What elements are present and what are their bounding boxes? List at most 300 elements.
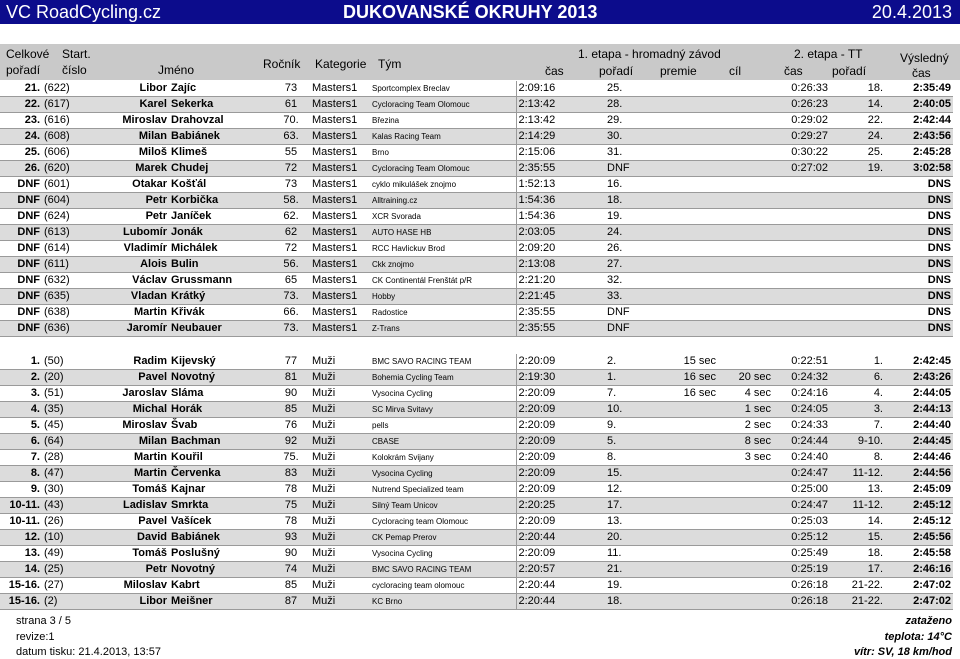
- cell-stage1-place: 9.: [605, 418, 660, 434]
- cell-start-no: (638): [42, 305, 96, 321]
- cell-start-no: (2): [42, 594, 96, 610]
- cell-team: cyklo mikulášek znojmo: [370, 177, 516, 193]
- cell-year: 92: [272, 434, 310, 450]
- cell-stage2-place: 8.: [830, 450, 885, 466]
- table-row: [0, 177, 953, 193]
- cell-year: 62.: [272, 209, 310, 225]
- cell-total-time: 2:45:09: [885, 482, 953, 498]
- cell-team: Sportcomplex Breclav: [370, 81, 516, 97]
- cell-surname: Švab: [169, 418, 272, 434]
- cell-firstname: Miroslav: [96, 113, 169, 129]
- cell-total-time: DNS: [885, 257, 953, 273]
- cell-finish-bonus: [718, 97, 773, 113]
- cell-year: 93: [272, 530, 310, 546]
- cell-start-no: (45): [42, 418, 96, 434]
- cell-surname: Meišner: [169, 594, 272, 610]
- cell-category: Muži: [310, 466, 370, 482]
- cell-surname: Křivák: [169, 305, 272, 321]
- cell-category: Masters1: [310, 241, 370, 257]
- cell-total-time: DNS: [885, 241, 953, 257]
- cell-stage1-time: 2:20:44: [516, 530, 605, 546]
- cell-finish-bonus: [718, 225, 773, 241]
- cell-place: DNF: [0, 225, 42, 241]
- cell-stage1-time: 2:21:45: [516, 289, 605, 305]
- cell-premium: [660, 257, 718, 273]
- cell-start-no: (47): [42, 466, 96, 482]
- cell-start-no: (616): [42, 113, 96, 129]
- column-header: [0, 44, 960, 80]
- cell-stage1-time: 2:20:09: [516, 354, 605, 370]
- cell-premium: [660, 177, 718, 193]
- col-tym: Tým: [378, 57, 402, 71]
- col-cil: cíl: [729, 64, 741, 78]
- table-row: [0, 594, 953, 610]
- cell-start-no: (604): [42, 193, 96, 209]
- event-date: 20.4.2013: [871, 2, 952, 22]
- cell-team: Vysocina Cycling: [370, 466, 516, 482]
- cell-surname: Janíček: [169, 209, 272, 225]
- cell-total-time: DNS: [885, 321, 953, 337]
- cell-stage1-time: 1:52:13: [516, 177, 605, 193]
- cell-stage2-place: [830, 225, 885, 241]
- cell-premium: [660, 498, 718, 514]
- cell-start-no: (27): [42, 578, 96, 594]
- col-premie: premie: [660, 64, 697, 78]
- cell-year: 55: [272, 145, 310, 161]
- cell-stage1-place: 16.: [605, 177, 660, 193]
- cell-team: Vysocina Cycling: [370, 546, 516, 562]
- gap-cell: [0, 337, 953, 355]
- cell-premium: [660, 289, 718, 305]
- cell-surname: Drahovzal: [169, 113, 272, 129]
- cell-stage2-time: 0:25:49: [773, 546, 830, 562]
- cell-year: 76: [272, 418, 310, 434]
- cell-total-time: 2:35:49: [885, 81, 953, 97]
- cell-year: 66.: [272, 305, 310, 321]
- cell-stage2-time: [773, 241, 830, 257]
- cell-stage2-place: 17.: [830, 562, 885, 578]
- cell-premium: [660, 402, 718, 418]
- col-rocnik: Ročník: [263, 57, 301, 71]
- cell-firstname: Miloš: [96, 145, 169, 161]
- cell-stage2-place: [830, 177, 885, 193]
- cell-stage1-place: 30.: [605, 129, 660, 145]
- cell-surname: Červenka: [169, 466, 272, 482]
- cell-total-time: DNS: [885, 177, 953, 193]
- cell-stage1-place: 10.: [605, 402, 660, 418]
- cell-stage2-time: 0:24:44: [773, 434, 830, 450]
- cell-stage1-time: 2:03:05: [516, 225, 605, 241]
- cell-stage2-time: [773, 305, 830, 321]
- cell-stage2-time: 0:30:22: [773, 145, 830, 161]
- cell-stage1-place: 27.: [605, 257, 660, 273]
- cell-premium: [660, 546, 718, 562]
- table-row: [0, 113, 953, 129]
- cell-stage1-place: 1.: [605, 370, 660, 386]
- event-title: DUKOVANSKÉ OKRUHY 2013: [343, 2, 598, 22]
- table-row: [0, 530, 953, 546]
- cell-place: 22.: [0, 97, 42, 113]
- cell-place: 21.: [0, 81, 42, 97]
- cell-category: Masters1: [310, 273, 370, 289]
- cell-team: Radostice: [370, 305, 516, 321]
- cell-firstname: Alois: [96, 257, 169, 273]
- cell-firstname: Lubomír: [96, 225, 169, 241]
- cell-total-time: 2:45:12: [885, 514, 953, 530]
- cell-total-time: 2:44:46: [885, 450, 953, 466]
- cell-stage1-time: 2:20:09: [516, 482, 605, 498]
- cell-firstname: Milan: [96, 129, 169, 145]
- cell-stage2-place: 21-22.: [830, 578, 885, 594]
- cell-total-time: 2:45:12: [885, 498, 953, 514]
- cell-category: Muži: [310, 594, 370, 610]
- cell-category: Masters1: [310, 321, 370, 337]
- cell-stage2-place: 18.: [830, 81, 885, 97]
- cell-premium: [660, 450, 718, 466]
- table-row: [0, 257, 953, 273]
- cell-start-no: (25): [42, 562, 96, 578]
- cell-category: Muži: [310, 434, 370, 450]
- cell-year: 73.: [272, 289, 310, 305]
- cell-stage1-time: 1:54:36: [516, 209, 605, 225]
- cell-finish-bonus: [718, 257, 773, 273]
- cell-category: Masters1: [310, 289, 370, 305]
- cell-year: 87: [272, 594, 310, 610]
- cell-place: DNF: [0, 305, 42, 321]
- cell-place: 10-11.: [0, 498, 42, 514]
- cell-total-time: 2:45:58: [885, 546, 953, 562]
- col-celkove: Celkové: [6, 47, 50, 61]
- cell-firstname: Martin: [96, 466, 169, 482]
- cell-stage1-place: 29.: [605, 113, 660, 129]
- cell-firstname: Marek: [96, 161, 169, 177]
- weather-wind: vítr: SV, 18 km/hod: [853, 646, 952, 658]
- cell-surname: Klimeš: [169, 145, 272, 161]
- cell-stage1-time: 2:21:20: [516, 273, 605, 289]
- table-row: [0, 498, 953, 514]
- cell-year: 78: [272, 482, 310, 498]
- table-row: [0, 418, 953, 434]
- cell-place: 13.: [0, 546, 42, 562]
- cell-finish-bonus: [718, 466, 773, 482]
- table-row: [0, 225, 953, 241]
- cell-finish-bonus: [718, 81, 773, 97]
- cell-team: AUTO HASE HB: [370, 225, 516, 241]
- cell-premium: [660, 562, 718, 578]
- cell-stage1-place: 8.: [605, 450, 660, 466]
- cell-firstname: Miloslav: [96, 578, 169, 594]
- cell-stage2-place: [830, 241, 885, 257]
- cell-category: Masters1: [310, 193, 370, 209]
- col-vysledny: Výsledný: [900, 51, 949, 65]
- cell-stage2-place: 11-12.: [830, 498, 885, 514]
- cell-firstname: Ladislav: [96, 498, 169, 514]
- cell-surname: Kouřil: [169, 450, 272, 466]
- cell-category: Muži: [310, 370, 370, 386]
- cell-year: 65: [272, 273, 310, 289]
- table-row: [0, 97, 953, 113]
- cell-firstname: Pavel: [96, 370, 169, 386]
- cell-year: 90: [272, 386, 310, 402]
- cell-stage1-place: 28.: [605, 97, 660, 113]
- cell-stage1-time: 2:35:55: [516, 305, 605, 321]
- cell-year: 61: [272, 97, 310, 113]
- cell-stage1-time: 2:09:16: [516, 81, 605, 97]
- cell-surname: Horák: [169, 402, 272, 418]
- cell-category: Masters1: [310, 257, 370, 273]
- cell-stage1-place: DNF: [605, 161, 660, 177]
- cell-category: Masters1: [310, 97, 370, 113]
- cell-team: cycloracing team olomouc: [370, 578, 516, 594]
- cell-place: 2.: [0, 370, 42, 386]
- report-header: [0, 0, 960, 24]
- cell-surname: Babiánek: [169, 129, 272, 145]
- weather-cloud: zataženo: [905, 615, 952, 627]
- cell-stage1-time: 2:09:20: [516, 241, 605, 257]
- cell-year: 75.: [272, 450, 310, 466]
- cell-category: Muži: [310, 418, 370, 434]
- cell-stage2-place: 4.: [830, 386, 885, 402]
- cell-stage1-time: 2:15:06: [516, 145, 605, 161]
- cell-team: KC Brno: [370, 594, 516, 610]
- cell-stage1-place: 19.: [605, 578, 660, 594]
- cell-stage1-place: 19.: [605, 209, 660, 225]
- cell-category: Muži: [310, 546, 370, 562]
- cell-premium: [660, 530, 718, 546]
- col-cas1: čas: [545, 64, 564, 78]
- table-row: [0, 145, 953, 161]
- cell-total-time: 2:40:05: [885, 97, 953, 113]
- cell-stage2-place: 24.: [830, 129, 885, 145]
- cell-category: Muži: [310, 482, 370, 498]
- cell-total-time: 2:44:56: [885, 466, 953, 482]
- cell-stage1-time: 2:35:55: [516, 161, 605, 177]
- cell-stage1-place: DNF: [605, 321, 660, 337]
- cell-surname: Jonák: [169, 225, 272, 241]
- section-gap: [0, 337, 953, 355]
- cell-start-no: (614): [42, 241, 96, 257]
- cell-stage1-time: 2:20:09: [516, 466, 605, 482]
- cell-surname: Smrkta: [169, 498, 272, 514]
- col-cislo: číslo: [62, 63, 87, 77]
- cell-start-no: (620): [42, 161, 96, 177]
- cell-place: 9.: [0, 482, 42, 498]
- revision: revize:1: [16, 631, 55, 643]
- cell-total-time: DNS: [885, 193, 953, 209]
- cell-stage2-place: 14.: [830, 514, 885, 530]
- cell-total-time: 2:47:02: [885, 594, 953, 610]
- cell-surname: Korbička: [169, 193, 272, 209]
- cell-stage1-time: 2:20:44: [516, 594, 605, 610]
- cell-firstname: Michal: [96, 402, 169, 418]
- cell-stage2-time: [773, 257, 830, 273]
- cell-premium: [660, 193, 718, 209]
- cell-place: DNF: [0, 257, 42, 273]
- cell-firstname: Pavel: [96, 514, 169, 530]
- cell-surname: Neubauer: [169, 321, 272, 337]
- cell-premium: 16 sec: [660, 386, 718, 402]
- cell-finish-bonus: [718, 578, 773, 594]
- cell-place: 7.: [0, 450, 42, 466]
- col-cas3: čas: [912, 66, 931, 80]
- cell-place: 10-11.: [0, 514, 42, 530]
- col-poradi1: pořadí: [599, 64, 634, 78]
- cell-firstname: Otakar: [96, 177, 169, 193]
- cell-stage1-place: 21.: [605, 562, 660, 578]
- cell-stage2-place: 6.: [830, 370, 885, 386]
- cell-start-no: (606): [42, 145, 96, 161]
- cell-team: Brno: [370, 145, 516, 161]
- cell-year: 90: [272, 546, 310, 562]
- cell-stage1-place: 18.: [605, 193, 660, 209]
- cell-firstname: Václav: [96, 273, 169, 289]
- cell-firstname: Martin: [96, 305, 169, 321]
- cell-premium: [660, 241, 718, 257]
- cell-stage1-place: 5.: [605, 434, 660, 450]
- cell-stage2-place: 14.: [830, 97, 885, 113]
- cell-premium: [660, 129, 718, 145]
- cell-stage2-time: 0:29:27: [773, 129, 830, 145]
- cell-year: 81: [272, 370, 310, 386]
- cell-stage2-time: [773, 289, 830, 305]
- cell-stage1-place: 32.: [605, 273, 660, 289]
- cell-stage2-time: [773, 209, 830, 225]
- cell-stage2-time: 0:24:05: [773, 402, 830, 418]
- cell-stage2-time: 0:25:00: [773, 482, 830, 498]
- cell-stage2-time: 0:24:47: [773, 498, 830, 514]
- cell-category: Masters1: [310, 81, 370, 97]
- cell-total-time: 2:45:28: [885, 145, 953, 161]
- cell-start-no: (617): [42, 97, 96, 113]
- cell-total-time: 2:44:45: [885, 434, 953, 450]
- cell-firstname: Libor: [96, 594, 169, 610]
- cell-finish-bonus: [718, 530, 773, 546]
- cell-total-time: DNS: [885, 273, 953, 289]
- table-row: [0, 402, 953, 418]
- cell-finish-bonus: [718, 321, 773, 337]
- results-table: [0, 81, 953, 610]
- cell-stage2-place: 13.: [830, 482, 885, 498]
- cell-stage1-place: 20.: [605, 530, 660, 546]
- cell-team: BMC SAVO RACING TEAM: [370, 354, 516, 370]
- table-row: [0, 386, 953, 402]
- cell-stage1-time: 2:20:09: [516, 402, 605, 418]
- cell-start-no: (622): [42, 81, 96, 97]
- print-date: datum tisku: 21.4.2013, 13:57: [16, 646, 161, 658]
- cell-stage1-place: 18.: [605, 594, 660, 610]
- cell-stage2-time: 0:26:18: [773, 578, 830, 594]
- cell-firstname: Petr: [96, 193, 169, 209]
- cell-finish-bonus: [718, 193, 773, 209]
- cell-firstname: Tomáš: [96, 546, 169, 562]
- cell-start-no: (64): [42, 434, 96, 450]
- cell-stage2-place: [830, 193, 885, 209]
- cell-total-time: DNS: [885, 289, 953, 305]
- cell-firstname: Karel: [96, 97, 169, 113]
- cell-start-no: (601): [42, 177, 96, 193]
- cell-premium: [660, 145, 718, 161]
- cell-finish-bonus: [718, 354, 773, 370]
- cell-stage1-time: 1:54:36: [516, 193, 605, 209]
- cell-premium: [660, 482, 718, 498]
- cell-year: 85: [272, 402, 310, 418]
- cell-surname: Bulin: [169, 257, 272, 273]
- cell-total-time: 2:42:45: [885, 354, 953, 370]
- cell-finish-bonus: [718, 514, 773, 530]
- cell-stage1-time: 2:14:29: [516, 129, 605, 145]
- cell-surname: Košťál: [169, 177, 272, 193]
- cell-premium: [660, 594, 718, 610]
- cell-stage1-time: 2:20:09: [516, 386, 605, 402]
- cell-total-time: 3:02:58: [885, 161, 953, 177]
- col-etapa2: 2. etapa - TT: [794, 47, 863, 61]
- cell-category: Masters1: [310, 177, 370, 193]
- cell-firstname: Martin: [96, 450, 169, 466]
- cell-stage2-time: 0:26:18: [773, 594, 830, 610]
- cell-stage1-time: 2:19:30: [516, 370, 605, 386]
- cell-finish-bonus: [718, 273, 773, 289]
- cell-stage1-place: 11.: [605, 546, 660, 562]
- site-name: VC RoadCycling.cz: [6, 2, 162, 22]
- cell-stage1-place: 13.: [605, 514, 660, 530]
- col-cas2: čas: [784, 64, 803, 78]
- col-start: Start.: [62, 47, 91, 61]
- cell-year: 85: [272, 578, 310, 594]
- table-row: [0, 482, 953, 498]
- cell-category: Masters1: [310, 225, 370, 241]
- cell-year: 58.: [272, 193, 310, 209]
- cell-team: CK Continentál Frenštát p/R: [370, 273, 516, 289]
- cell-category: Masters1: [310, 145, 370, 161]
- cell-place: 5.: [0, 418, 42, 434]
- cell-finish-bonus: [718, 498, 773, 514]
- cell-premium: [660, 418, 718, 434]
- cell-stage1-time: 2:13:08: [516, 257, 605, 273]
- table-row: [0, 354, 953, 370]
- cell-surname: Kijevský: [169, 354, 272, 370]
- cell-category: Muži: [310, 530, 370, 546]
- cell-start-no: (35): [42, 402, 96, 418]
- cell-stage1-place: 12.: [605, 482, 660, 498]
- cell-place: 6.: [0, 434, 42, 450]
- cell-category: Masters1: [310, 161, 370, 177]
- cell-place: 14.: [0, 562, 42, 578]
- cell-start-no: (20): [42, 370, 96, 386]
- cell-place: DNF: [0, 177, 42, 193]
- cell-start-no: (632): [42, 273, 96, 289]
- cell-finish-bonus: 8 sec: [718, 434, 773, 450]
- table-row: [0, 434, 953, 450]
- cell-year: 56.: [272, 257, 310, 273]
- cell-year: 73: [272, 81, 310, 97]
- cell-premium: [660, 225, 718, 241]
- cell-place: DNF: [0, 193, 42, 209]
- weather-temp: teplota: 14°C: [884, 631, 952, 643]
- cell-stage1-time: 2:13:42: [516, 113, 605, 129]
- cell-premium: 16 sec: [660, 370, 718, 386]
- cell-team: Vysocina Cycling: [370, 386, 516, 402]
- cell-start-no: (624): [42, 209, 96, 225]
- cell-category: Muži: [310, 386, 370, 402]
- cell-category: Masters1: [310, 209, 370, 225]
- cell-stage1-time: 2:20:57: [516, 562, 605, 578]
- cell-place: 26.: [0, 161, 42, 177]
- cell-surname: Babiánek: [169, 530, 272, 546]
- cell-stage1-time: 2:20:09: [516, 514, 605, 530]
- cell-stage1-time: 2:35:55: [516, 321, 605, 337]
- cell-surname: Vašícek: [169, 514, 272, 530]
- cell-stage2-time: 0:24:32: [773, 370, 830, 386]
